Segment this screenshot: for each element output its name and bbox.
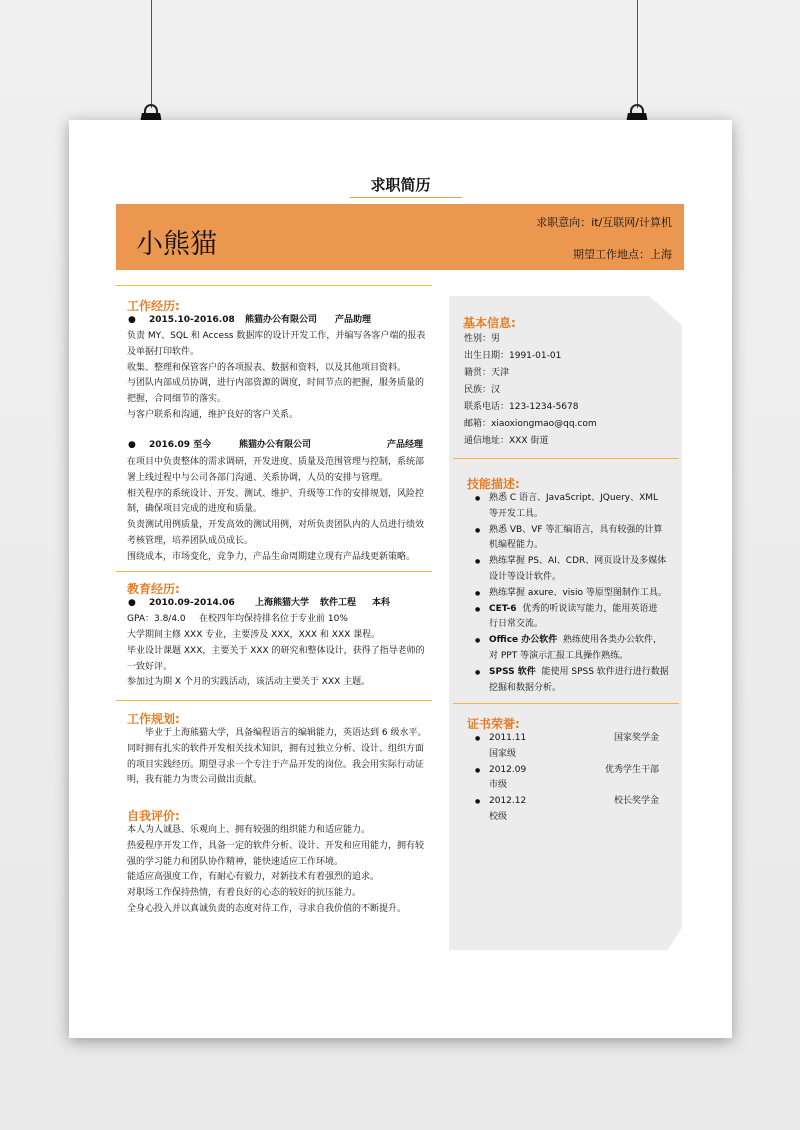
skill-item: ● 熟练掌握 axure、visio 等原型图制作工具。 bbox=[489, 586, 669, 602]
plan-heading: 工作规划: bbox=[127, 712, 180, 726]
work-heading: 工作经历: bbox=[127, 299, 180, 313]
bullet-icon: ● bbox=[128, 598, 136, 608]
basic-heading: 基本信息: bbox=[463, 316, 516, 330]
self-desc: 本人为人诚恳、乐观向上、拥有较强的组织能力和适应能力。 热爱程序开发工作，具备一定的软件分析、设计、开发和应用能力，拥有较 强的学习能力和团队协作精神，能快速适应工作环境。 能适应高强度工作，有耐心有毅力，对新技术有着强烈的追求。 对职场工作保持热情，有着良好的心态的较好的抗压能力。 全身心投入并以真诚负责的态度对待工作，寻求自我价值的不断提升。 bbox=[127, 825, 425, 914]
divider bbox=[116, 285, 432, 286]
cert-item: ● 2012.12 校长奖学金 bbox=[489, 794, 659, 810]
divider bbox=[116, 571, 432, 572]
basic-info: 性别：男 出生日期：1991-01-01 籍贯：天津 民族：汉 联系电话：123-1234-5678 邮箱：xiaoxiongmao@qq.com 通信地址：XXX 街道 bbox=[464, 334, 597, 446]
skill-item: ● Office 办公软件 熟练使用各类办公软件， bbox=[489, 633, 669, 649]
education-degree: 本科 bbox=[372, 598, 391, 608]
plan-desc: 毕业于上海熊猫大学，具备编程语言的编辑能力，英语达到 6 级水平。 同时拥有扎实的软件开发相关技术知识，拥有过独立分析、设计、组织方面 的项目实践经历。期望寻求一个专注于产品开发的岗位。我会用实际行动证 明，我有能力为贵公司做出贡献。 bbox=[127, 728, 427, 786]
job1-date: 2015.10-2016.08 bbox=[149, 315, 235, 325]
cert-item: ● 2012.09 优秀学生干部 bbox=[489, 763, 659, 779]
cert-item: ● 2011.11 国家奖学金 bbox=[489, 731, 659, 747]
education-rank: 在校四年均保持排名位于专业前 10% bbox=[199, 614, 348, 624]
job-intent: 求职意向：it/互联网/计算机 bbox=[536, 216, 672, 229]
divider bbox=[453, 458, 679, 459]
hanging-string-right bbox=[637, 0, 638, 108]
title-underline bbox=[350, 197, 462, 198]
divider bbox=[116, 700, 432, 701]
bullet-icon: ● bbox=[128, 315, 136, 325]
work-location: 期望工作地点：上海 bbox=[573, 248, 672, 261]
skill-item: ● SPSS 软件 能使用 SPSS 软件进行进行数据 bbox=[489, 665, 669, 681]
job1-desc: 负责 MY、SQL 和 Access 数据库的设计开发工作，并编写各客户端的报表 及单据打印软件。 收集、整理和保管客户的各项报表、数据和资料，以及其他项目资料。 与团队内部成员协调，进行内部资源的调度，时间节点的把握，服务质量的 把握，合同细节的落实。 与客户联系和沟通，维护良好的客户关系。 bbox=[127, 331, 426, 420]
divider bbox=[453, 703, 679, 704]
bullet-icon: ● bbox=[128, 440, 136, 450]
skill-item: ● 熟悉 C 语言、JavaScript、JQuery、XML bbox=[489, 491, 669, 507]
candidate-name: 小熊猫 bbox=[136, 229, 217, 260]
job1-role: 产品助理 bbox=[335, 315, 372, 325]
hanging-string-left bbox=[151, 0, 152, 108]
page-title: 求职简历 bbox=[370, 176, 431, 194]
education-desc: 大学期间主修 XXX 专业，主要涉及 XXX，XXX 和 XXX 课程。 毕业设计课题 XXX，主要关于 XXX 的研究和整体设计，获得了指导老师的 一致好评。 参加过为期 X 个月的实践活动，该活动主要关于 XXX 主题。 bbox=[127, 630, 425, 688]
certs-heading: 证书荣誉: bbox=[467, 717, 520, 731]
header-banner bbox=[116, 204, 684, 270]
job2-desc: 在项目中负责整体的需求调研，开发进度、质量及范围管理与控制，系统部 署上线过程中与公司各部门沟通、关系协调，人员的安排与管理。 相关程序的系统设计、开发、测试、维护、升级等工作的安排规划，风险控 制，确保项目完成的进度和质量。 负责测试用例质量，开发高效的测试用例，对所负责团队内的人员进行绩效 考核管理，培养团队成员成长。 围绕成本，市场变化，竞争力，产品生命周期建立现有产品线更新策略。 bbox=[127, 457, 425, 562]
job1-company: 熊猫办公有限公司 bbox=[245, 315, 318, 325]
education-school: 上海熊猫大学 bbox=[255, 598, 310, 608]
education-major: 软件工程 bbox=[320, 598, 357, 608]
education-heading: 教育经历: bbox=[127, 582, 180, 596]
job2-date: 2016.09 至今 bbox=[149, 440, 212, 450]
skills-list: ● 熟悉 C 语言、JavaScript、JQuery、XML 等开发工具。 ● 熟悉 VB、VF 等汇编语言，具有较强的计算 机编程能力。 ● 熟练掌握 PS、AI、CDR、网页设计及多媒体 设计等设计软件。 ● 熟练掌握 axure、visio 等原型图制作工具。 ● CET-6 优秀的听说读写能力，能用英语进 行日常交流。 ● Office 办公软件 熟练使用各类办公软件， 对 PPT 等演示汇报工具操作熟练。 ● SPSS 软件 能使用 SPSS 软件进行进行数据 挖掘和数据分析。 bbox=[489, 491, 669, 696]
job2-company: 熊猫办公有限公司 bbox=[239, 440, 312, 450]
resume-paper bbox=[69, 120, 732, 1038]
job2-role: 产品经理 bbox=[387, 440, 424, 450]
self-heading: 自我评价: bbox=[127, 809, 180, 823]
skill-item: ● 熟悉 VB、VF 等汇编语言，具有较强的计算 bbox=[489, 523, 669, 539]
skill-item: ● 熟练掌握 PS、AI、CDR、网页设计及多媒体 bbox=[489, 554, 669, 570]
skills-heading: 技能描述: bbox=[467, 477, 520, 491]
skill-item: ● CET-6 优秀的听说读写能力，能用英语进 bbox=[489, 602, 669, 618]
education-gpa: GPA：3.8/4.0 bbox=[127, 614, 186, 624]
certs-list: ● 2011.11 国家奖学金 国家级 ● 2012.09 优秀学生干部 市级 ● 2012.12 校长奖学金 校级 bbox=[489, 731, 659, 826]
education-date: 2010.09-2014.06 bbox=[149, 598, 235, 608]
